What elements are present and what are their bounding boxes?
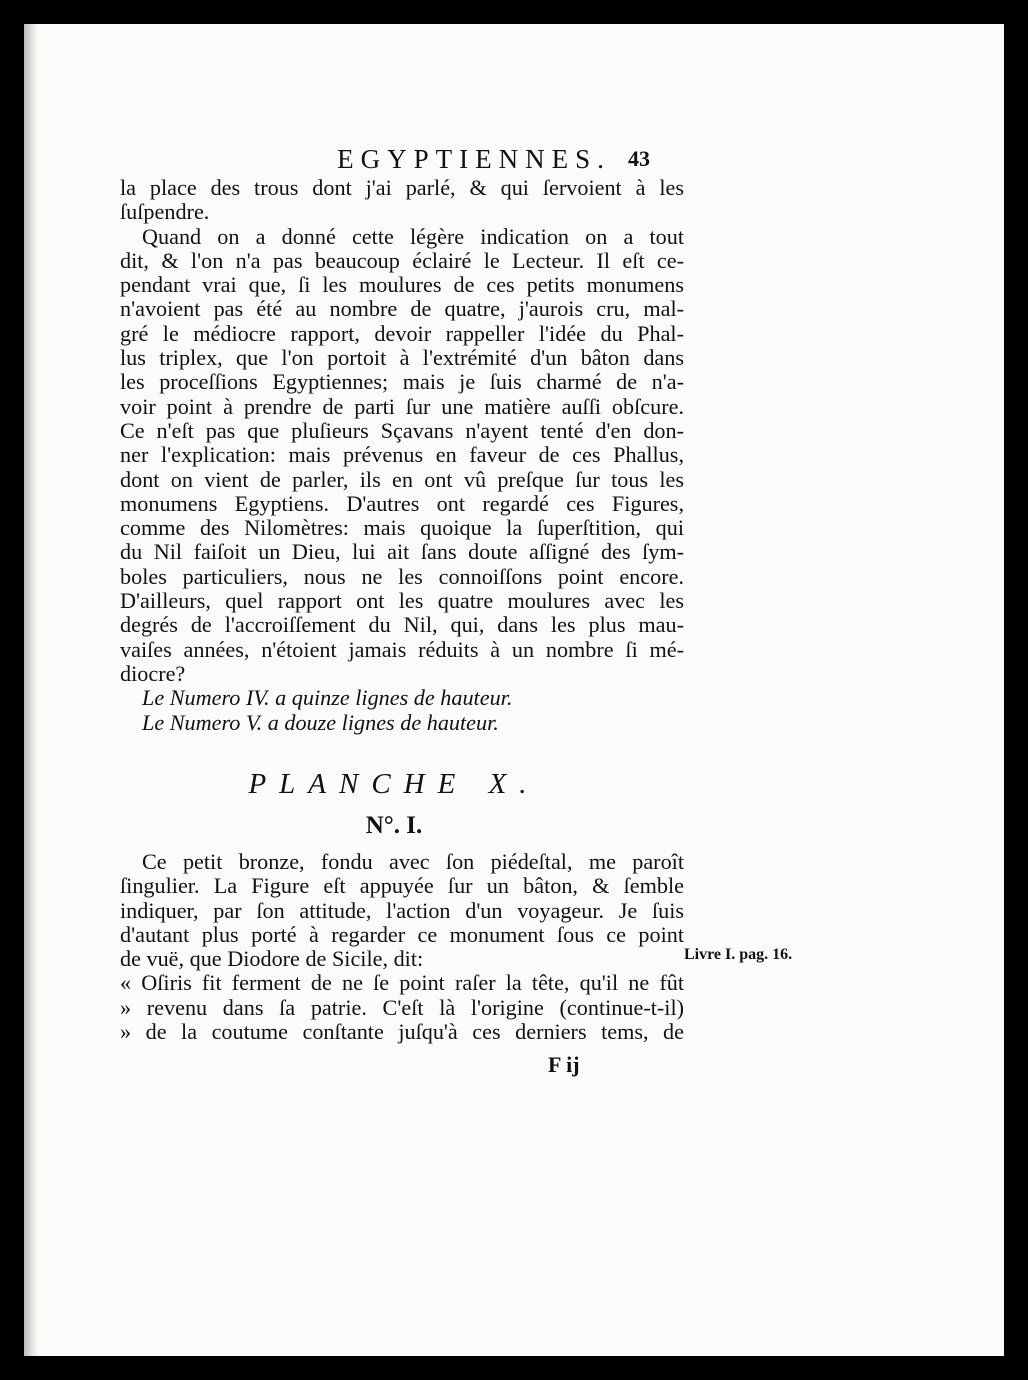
text-line: Ce petit bronze, fondu avec ſon piédeſtal, me paroît — [142, 849, 684, 874]
text-line: voir point à prendre de parti ſur une matière auſſi obſcure. — [120, 393, 684, 419]
text-line: dit, & l'on n'a pas beaucoup éclairé le Lecteur. Il eſt ce- — [120, 247, 684, 273]
text-line: du Nil faiſoit un Dieu, lui ait ſans doute aſſigné des ſym- — [120, 539, 684, 565]
text-line: Quand on a donné cette légère indication on a tout — [142, 223, 684, 249]
quote-line: « Oſiris fit ferment de ne ſe point raſer la tête, qu'il ne fût — [120, 970, 684, 996]
measure-line: Le Numero IV. a quinze lignes de hauteur. — [142, 685, 513, 711]
text-line: gré le médiocre rapport, devoir rappeller l'idée du Phal- — [120, 320, 684, 346]
text-line: dont on vient de parler, ils en ont vû preſque ſur tous les — [120, 466, 684, 492]
text-block-1 — [120, 176, 684, 735]
text-line: diocre? — [120, 660, 186, 686]
text-line: la place des trous dont j'ai parlé, & qui ſervoient à les — [120, 175, 684, 200]
text-line: ner l'explication: mais prévenus en faveur de ces Phallus, — [120, 442, 684, 468]
text-line: Ce n'eſt pas que pluſieurs Sçavans n'ayent tenté d'en don- — [120, 417, 684, 443]
text-line: d'autant plus porté à regarder ce monument ſous ce point — [120, 921, 684, 947]
quote-line: » de la coutume conſtante juſqu'à ces derniers tems, de — [120, 1019, 684, 1045]
book-page — [24, 24, 1004, 1356]
text-block-2 — [120, 850, 684, 1044]
text-line: boles particuliers, nous ne les connoiſſons point encore. — [120, 563, 684, 589]
margin-note: Livre I. pag. 16. — [684, 946, 793, 963]
page-edge-shadow — [24, 24, 38, 1356]
text-line: les proceſſions Egyptiennes; mais je ſuis charmé de n'a- — [120, 369, 684, 395]
text-line: indiquer, par ſon attitude, l'action d'un voyageur. Je ſuis — [120, 897, 684, 923]
signature-mark: F ij — [548, 1052, 580, 1077]
text-line: pendant vrai que, ſi les moulures de ces petits monumens — [120, 272, 684, 298]
text-line: D'ailleurs, quel rapport ont les quatre moulures avec les — [120, 588, 684, 614]
running-header: EGYPTIENNES. — [337, 144, 611, 174]
page-number: 43 — [628, 146, 650, 171]
text-line: ſingulier. La Figure eſt appuyée ſur un bâton, & ſemble — [120, 873, 684, 899]
text-line: vaiſes années, n'étoient jamais réduits à un nombre ſi mé- — [120, 636, 684, 662]
measure-line: Le Numero V. a douze lignes de hauteur. — [142, 709, 499, 735]
text-line: comme des Nilomètres: mais quoique la ſuperſtition, qui — [120, 515, 684, 541]
text-line: ſuſpendre. — [120, 199, 210, 225]
text-line: lus triplex, que l'on portoit à l'extrémité d'un bâton dans — [120, 345, 684, 371]
text-line: degrés de l'accroiſſement du Nil, qui, dans les plus mau- — [120, 612, 684, 638]
subsection-title: N°. I. — [365, 812, 423, 839]
text-line: de vuë, que Diodore de Sicile, dit: — [120, 946, 424, 972]
quote-line: » revenu dans ſa patrie. C'eſt là l'origine (continue-t-il) — [120, 994, 684, 1020]
text-line: n'avoient pas été au nombre de quatre, j'aurois cru, mal- — [120, 296, 684, 322]
text-line: monumens Egyptiens. D'autres ont regardé ces Figures, — [120, 490, 684, 516]
section-title: PLANCHE X. — [248, 768, 540, 800]
